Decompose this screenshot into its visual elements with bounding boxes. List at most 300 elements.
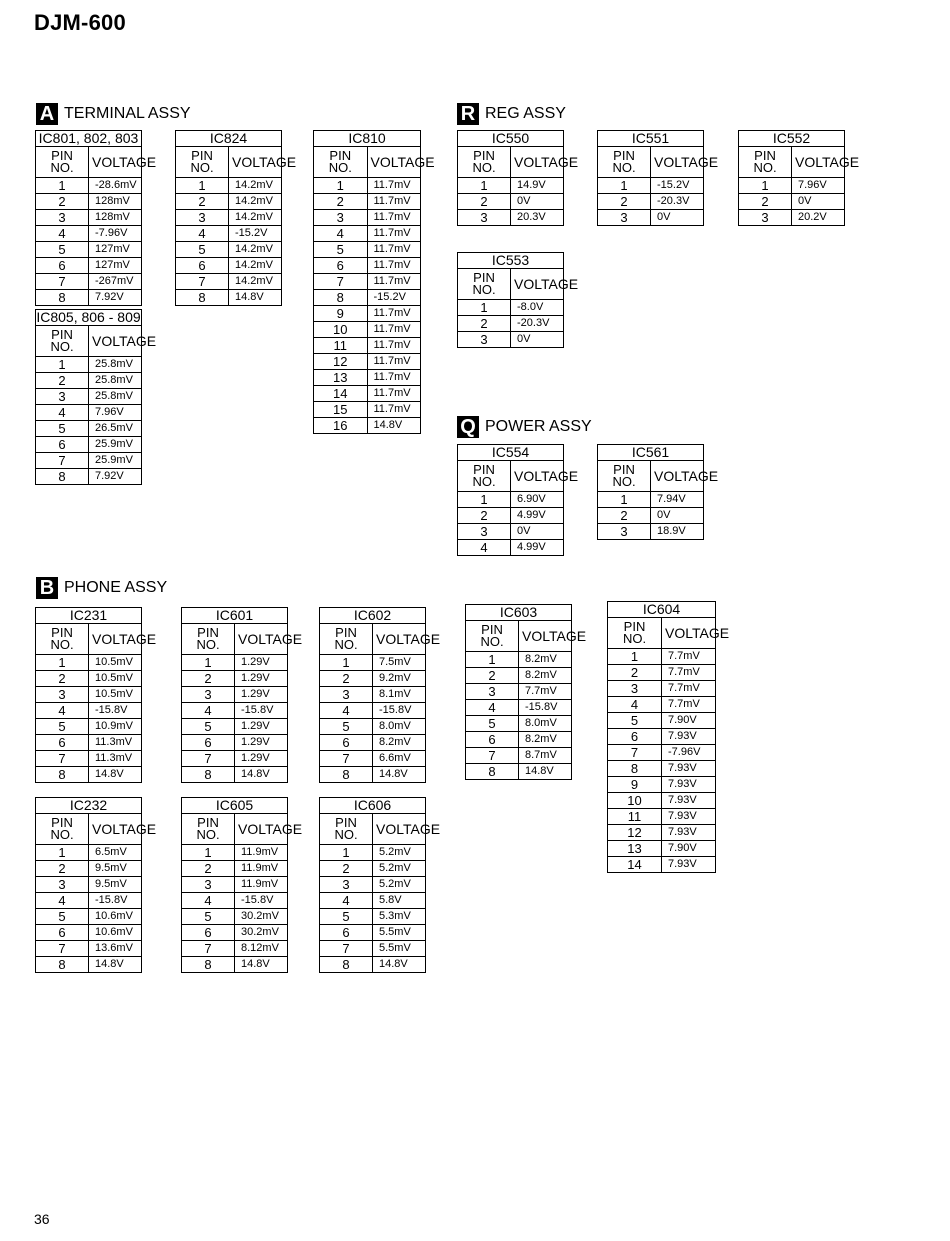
- table-row: [182, 655, 288, 671]
- table-row: [36, 861, 142, 877]
- pin-number: 5: [320, 719, 373, 735]
- voltage-header: VOLTAGE: [511, 147, 564, 178]
- table-row: [466, 700, 572, 716]
- pin-number: 5: [36, 421, 89, 437]
- pin-number: 3: [320, 687, 373, 703]
- pin-no-header: [36, 814, 89, 845]
- voltage-value: 0V: [651, 210, 704, 226]
- voltage-header: VOLTAGE: [519, 621, 572, 652]
- pin-number: 5: [608, 713, 662, 729]
- pin-number: 4: [176, 226, 229, 242]
- pin-number: 4: [182, 893, 235, 909]
- voltage-value: 30.2mV: [235, 925, 288, 941]
- table-row: [608, 841, 716, 857]
- voltage-table-ic232: [35, 797, 157, 973]
- pin-number: 2: [320, 861, 373, 877]
- voltage-value: 11.3mV: [89, 751, 142, 767]
- table-row: [182, 893, 288, 909]
- no-label: NO.: [334, 827, 358, 842]
- pin-no-header: [182, 814, 235, 845]
- pin-number: 4: [36, 703, 89, 719]
- table-row: [466, 668, 572, 684]
- pin-number: 2: [598, 194, 651, 210]
- table-row: [320, 909, 426, 925]
- voltage-value: -8.0V: [511, 300, 564, 316]
- pin-label: PIN: [197, 815, 219, 830]
- table-row: [36, 703, 142, 719]
- table-row: [320, 671, 426, 687]
- section-header-b: [36, 576, 167, 600]
- voltage-value: 11.7mV: [367, 370, 421, 386]
- table-row: [36, 258, 142, 274]
- table-row: [458, 194, 564, 210]
- voltage-value: -267mV: [89, 274, 142, 290]
- pin-number: 3: [36, 210, 89, 226]
- pin-label: PIN: [473, 148, 495, 163]
- table-row: [314, 354, 421, 370]
- table-row: [320, 925, 426, 941]
- pin-no-header: [320, 624, 373, 655]
- table-row: [458, 178, 564, 194]
- document-title: DJM-600: [34, 10, 126, 35]
- voltage-value: 7.93V: [662, 793, 716, 809]
- table-row: [466, 764, 572, 780]
- pin-number: 2: [608, 665, 662, 681]
- voltage-table-ic554: [457, 444, 579, 556]
- pin-number: 4: [36, 405, 89, 421]
- table-row: [314, 290, 421, 306]
- table-row: [314, 226, 421, 242]
- section-title: POWER ASSY: [485, 418, 592, 435]
- voltage-table-ic601: [181, 607, 303, 783]
- table-row: [36, 751, 142, 767]
- no-label: NO.: [472, 160, 496, 175]
- voltage-value: 0V: [511, 332, 564, 348]
- pin-no-header: [36, 624, 89, 655]
- voltage-header: VOLTAGE: [511, 269, 564, 300]
- voltage-value: 6.6mV: [373, 751, 426, 767]
- no-label: NO.: [328, 160, 352, 175]
- table-row: [458, 508, 564, 524]
- voltage-value: 14.2mV: [229, 274, 282, 290]
- table-row: [182, 845, 288, 861]
- table-row: [36, 469, 142, 485]
- table-row: [320, 751, 426, 767]
- pin-number: 2: [466, 668, 519, 684]
- pin-number: 9: [608, 777, 662, 793]
- table-row: [176, 226, 282, 242]
- pin-number: 3: [176, 210, 229, 226]
- voltage-value: 7.93V: [662, 825, 716, 841]
- pin-number: 3: [320, 877, 373, 893]
- ic-name-header: IC551: [598, 131, 704, 147]
- voltage-value: 10.5mV: [89, 687, 142, 703]
- table-row: [320, 719, 426, 735]
- table-row: [458, 524, 564, 540]
- voltage-value: 11.9mV: [235, 877, 288, 893]
- voltage-value: 8.2mV: [519, 732, 572, 748]
- pin-number: 3: [608, 681, 662, 697]
- ic-name-header: IC605: [182, 798, 288, 814]
- voltage-value: 20.2V: [792, 210, 845, 226]
- pin-number: 2: [320, 671, 373, 687]
- pin-number: 5: [182, 719, 235, 735]
- voltage-value: 127mV: [89, 242, 142, 258]
- table-row: [608, 697, 716, 713]
- pin-number: 1: [314, 178, 368, 194]
- pin-number: 12: [608, 825, 662, 841]
- pin-number: 1: [458, 300, 511, 316]
- voltage-value: 6.5mV: [89, 845, 142, 861]
- pin-number: 3: [458, 210, 511, 226]
- table-row: [320, 687, 426, 703]
- pin-number: 2: [458, 508, 511, 524]
- voltage-table-ic810: [313, 130, 435, 434]
- pin-label: PIN: [623, 619, 646, 634]
- table-row: [182, 957, 288, 973]
- voltage-value: 128mV: [89, 194, 142, 210]
- pin-number: 8: [176, 290, 229, 306]
- voltage-header: VOLTAGE: [651, 461, 704, 492]
- table-row: [608, 809, 716, 825]
- table-row: [739, 178, 845, 194]
- table-row: [36, 893, 142, 909]
- pin-label: PIN: [473, 462, 495, 477]
- voltage-value: 25.8mV: [89, 373, 142, 389]
- pin-number: 3: [458, 332, 511, 348]
- voltage-value: 14.8V: [229, 290, 282, 306]
- pin-number: 6: [36, 735, 89, 751]
- pin-number: 5: [466, 716, 519, 732]
- voltage-value: 10.6mV: [89, 925, 142, 941]
- voltage-header: VOLTAGE: [651, 147, 704, 178]
- pin-number: 6: [182, 925, 235, 941]
- pin-label: PIN: [329, 148, 352, 163]
- section-title: TERMINAL ASSY: [64, 105, 191, 122]
- voltage-value: 11.7mV: [367, 338, 421, 354]
- ic-name-header: IC552: [739, 131, 845, 147]
- pin-number: 7: [320, 751, 373, 767]
- pin-number: 14: [608, 857, 662, 873]
- pin-number: 1: [182, 655, 235, 671]
- pin-label: PIN: [51, 815, 73, 830]
- voltage-value: 7.92V: [89, 469, 142, 485]
- table-row: [176, 274, 282, 290]
- pin-number: 1: [608, 649, 662, 665]
- table-row: [608, 713, 716, 729]
- pin-number: 7: [314, 274, 368, 290]
- table-row: [598, 508, 704, 524]
- pin-no-header: [182, 624, 235, 655]
- table-row: [36, 274, 142, 290]
- no-label: NO.: [50, 637, 74, 652]
- table-row: [36, 957, 142, 973]
- voltage-value: 13.6mV: [89, 941, 142, 957]
- table-row: [466, 684, 572, 700]
- voltage-value: 7.96V: [89, 405, 142, 421]
- voltage-value: 7.90V: [662, 841, 716, 857]
- ic-name-header: IC603: [466, 605, 572, 621]
- voltage-value: -7.96V: [662, 745, 716, 761]
- table-row: [36, 767, 142, 783]
- section-title: PHONE ASSY: [64, 579, 168, 596]
- pin-number: 16: [314, 418, 368, 434]
- ic-name-header: IC606: [320, 798, 426, 814]
- voltage-value: 1.29V: [235, 719, 288, 735]
- pin-number: 7: [36, 274, 89, 290]
- pin-number: 8: [608, 761, 662, 777]
- table-row: [314, 258, 421, 274]
- voltage-value: 14.2mV: [229, 242, 282, 258]
- pin-number: 6: [176, 258, 229, 274]
- table-row: [176, 194, 282, 210]
- pin-number: 8: [314, 290, 368, 306]
- voltage-value: 25.8mV: [89, 389, 142, 405]
- pin-number: 13: [608, 841, 662, 857]
- pin-no-header: [466, 621, 519, 652]
- voltage-value: 5.5mV: [373, 925, 426, 941]
- voltage-value: 1.29V: [235, 671, 288, 687]
- voltage-table-ic553: [457, 252, 579, 348]
- voltage-value: 11.7mV: [367, 354, 421, 370]
- table-row: [608, 777, 716, 793]
- pin-no-header: [458, 461, 511, 492]
- voltage-value: 11.3mV: [89, 735, 142, 751]
- ic-name-header: IC601: [182, 608, 288, 624]
- no-label: NO.: [622, 631, 647, 646]
- pin-number: 4: [182, 703, 235, 719]
- voltage-value: -15.8V: [235, 703, 288, 719]
- voltage-value: 11.9mV: [235, 845, 288, 861]
- table-row: [36, 178, 142, 194]
- pin-number: 2: [36, 861, 89, 877]
- pin-label: PIN: [754, 148, 776, 163]
- pin-number: 4: [36, 893, 89, 909]
- pin-number: 3: [314, 210, 368, 226]
- voltage-value: 8.2mV: [373, 735, 426, 751]
- table-row: [458, 300, 564, 316]
- pin-number: 6: [320, 925, 373, 941]
- table-row: [182, 767, 288, 783]
- table-row: [466, 748, 572, 764]
- pin-number: 4: [36, 226, 89, 242]
- voltage-value: 8.12mV: [235, 941, 288, 957]
- voltage-value: 8.1mV: [373, 687, 426, 703]
- pin-label: PIN: [191, 148, 213, 163]
- voltage-value: 127mV: [89, 258, 142, 274]
- voltage-value: 10.9mV: [89, 719, 142, 735]
- section-title: REG ASSY: [485, 105, 566, 122]
- no-label: NO.: [50, 160, 74, 175]
- pin-label: PIN: [51, 625, 73, 640]
- voltage-value: 11.7mV: [367, 274, 421, 290]
- pin-label: PIN: [51, 327, 73, 342]
- pin-number: 3: [739, 210, 792, 226]
- voltage-table-ic805-806-809: [35, 309, 157, 485]
- table-row: [314, 242, 421, 258]
- table-row: [36, 194, 142, 210]
- voltage-value: 14.8V: [235, 957, 288, 973]
- voltage-value: -20.3V: [511, 316, 564, 332]
- pin-number: 6: [182, 735, 235, 751]
- voltage-value: 7.90V: [662, 713, 716, 729]
- voltage-value: 8.0mV: [519, 716, 572, 732]
- voltage-header: VOLTAGE: [367, 147, 421, 178]
- pin-number: 5: [36, 242, 89, 258]
- table-row: [608, 649, 716, 665]
- pin-number: 2: [36, 671, 89, 687]
- voltage-value: 10.5mV: [89, 655, 142, 671]
- table-row: [182, 671, 288, 687]
- pin-label: PIN: [613, 148, 635, 163]
- pin-number: 13: [314, 370, 368, 386]
- pin-number: 9: [314, 306, 368, 322]
- pin-number: 2: [314, 194, 368, 210]
- voltage-value: -15.8V: [89, 893, 142, 909]
- voltage-value: 14.8V: [89, 957, 142, 973]
- pin-number: 12: [314, 354, 368, 370]
- voltage-value: 5.2mV: [373, 845, 426, 861]
- pin-number: 7: [182, 941, 235, 957]
- voltage-value: 11.7mV: [367, 210, 421, 226]
- voltage-value: 10.5mV: [89, 671, 142, 687]
- ic-name-header: IC824: [176, 131, 282, 147]
- table-row: [608, 665, 716, 681]
- voltage-header: VOLTAGE: [89, 814, 142, 845]
- no-label: NO.: [753, 160, 777, 175]
- pin-number: 2: [176, 194, 229, 210]
- table-row: [182, 687, 288, 703]
- voltage-value: 10.6mV: [89, 909, 142, 925]
- no-label: NO.: [196, 827, 220, 842]
- pin-number: 1: [182, 845, 235, 861]
- voltage-value: 7.5mV: [373, 655, 426, 671]
- pin-number: 6: [36, 437, 89, 453]
- voltage-value: 0V: [651, 508, 704, 524]
- ic-name-header: IC801, 802, 803: [36, 131, 142, 147]
- pin-label: PIN: [335, 625, 357, 640]
- table-row: [458, 210, 564, 226]
- pin-number: 5: [182, 909, 235, 925]
- pin-number: 7: [466, 748, 519, 764]
- voltage-table-ic561: [597, 444, 719, 540]
- voltage-header: VOLTAGE: [235, 814, 288, 845]
- table-row: [466, 716, 572, 732]
- pin-number: 8: [36, 290, 89, 306]
- pin-no-header: [36, 147, 89, 178]
- voltage-value: 9.5mV: [89, 861, 142, 877]
- pin-number: 2: [598, 508, 651, 524]
- table-row: [182, 751, 288, 767]
- pin-number: 1: [36, 178, 89, 194]
- table-row: [598, 210, 704, 226]
- pin-number: 3: [458, 524, 511, 540]
- pin-number: 8: [182, 957, 235, 973]
- pin-number: 3: [598, 524, 651, 540]
- voltage-value: 11.7mV: [367, 322, 421, 338]
- table-row: [314, 418, 421, 434]
- pin-number: 11: [608, 809, 662, 825]
- table-row: [320, 655, 426, 671]
- table-row: [182, 735, 288, 751]
- pin-number: 1: [36, 357, 89, 373]
- voltage-value: 11.7mV: [367, 306, 421, 322]
- pin-no-header: [36, 326, 89, 357]
- pin-number: 5: [320, 909, 373, 925]
- pin-no-header: [314, 147, 368, 178]
- table-row: [314, 338, 421, 354]
- voltage-table-ic552: [738, 130, 860, 226]
- voltage-table-ic606: [319, 797, 441, 973]
- table-row: [36, 421, 142, 437]
- pin-label: PIN: [51, 148, 73, 163]
- voltage-value: -28.6mV: [89, 178, 142, 194]
- voltage-value: 7.93V: [662, 857, 716, 873]
- pin-number: 8: [36, 767, 89, 783]
- table-row: [608, 857, 716, 873]
- voltage-value: 4.99V: [511, 508, 564, 524]
- pin-number: 2: [458, 194, 511, 210]
- voltage-value: 18.9V: [651, 524, 704, 540]
- voltage-value: -20.3V: [651, 194, 704, 210]
- voltage-value: -15.2V: [367, 290, 421, 306]
- table-row: [598, 178, 704, 194]
- pin-number: 4: [314, 226, 368, 242]
- table-row: [739, 194, 845, 210]
- voltage-table-ic605: [181, 797, 303, 973]
- voltage-header: VOLTAGE: [235, 624, 288, 655]
- pin-number: 4: [466, 700, 519, 716]
- ic-name-header: IC231: [36, 608, 142, 624]
- table-row: [36, 389, 142, 405]
- voltage-value: 11.7mV: [367, 258, 421, 274]
- voltage-header: VOLTAGE: [373, 624, 426, 655]
- voltage-value: 25.9mV: [89, 453, 142, 469]
- voltage-value: 9.2mV: [373, 671, 426, 687]
- table-row: [36, 877, 142, 893]
- voltage-value: 6.90V: [511, 492, 564, 508]
- table-row: [36, 925, 142, 941]
- pin-number: 7: [36, 941, 89, 957]
- pin-number: 1: [739, 178, 792, 194]
- voltage-table-ic801-802-803: [35, 130, 157, 306]
- pin-no-header: [458, 269, 511, 300]
- no-label: NO.: [472, 282, 496, 297]
- pin-number: 8: [466, 764, 519, 780]
- pin-label: PIN: [481, 622, 503, 637]
- pin-number: 7: [182, 751, 235, 767]
- ic-name-header: IC810: [314, 131, 421, 147]
- pin-number: 1: [36, 845, 89, 861]
- pin-number: 10: [608, 793, 662, 809]
- no-label: NO.: [190, 160, 214, 175]
- table-row: [608, 825, 716, 841]
- voltage-value: 5.2mV: [373, 861, 426, 877]
- no-label: NO.: [612, 160, 636, 175]
- table-row: [458, 492, 564, 508]
- ic-name-header: IC604: [608, 602, 716, 618]
- table-row: [36, 357, 142, 373]
- table-row: [176, 258, 282, 274]
- table-row: [314, 210, 421, 226]
- voltage-value: 1.29V: [235, 751, 288, 767]
- voltage-value: 1.29V: [235, 735, 288, 751]
- voltage-value: 14.8V: [519, 764, 572, 780]
- pin-number: 2: [182, 861, 235, 877]
- voltage-value: 0V: [511, 194, 564, 210]
- table-row: [598, 492, 704, 508]
- voltage-value: 14.2mV: [229, 178, 282, 194]
